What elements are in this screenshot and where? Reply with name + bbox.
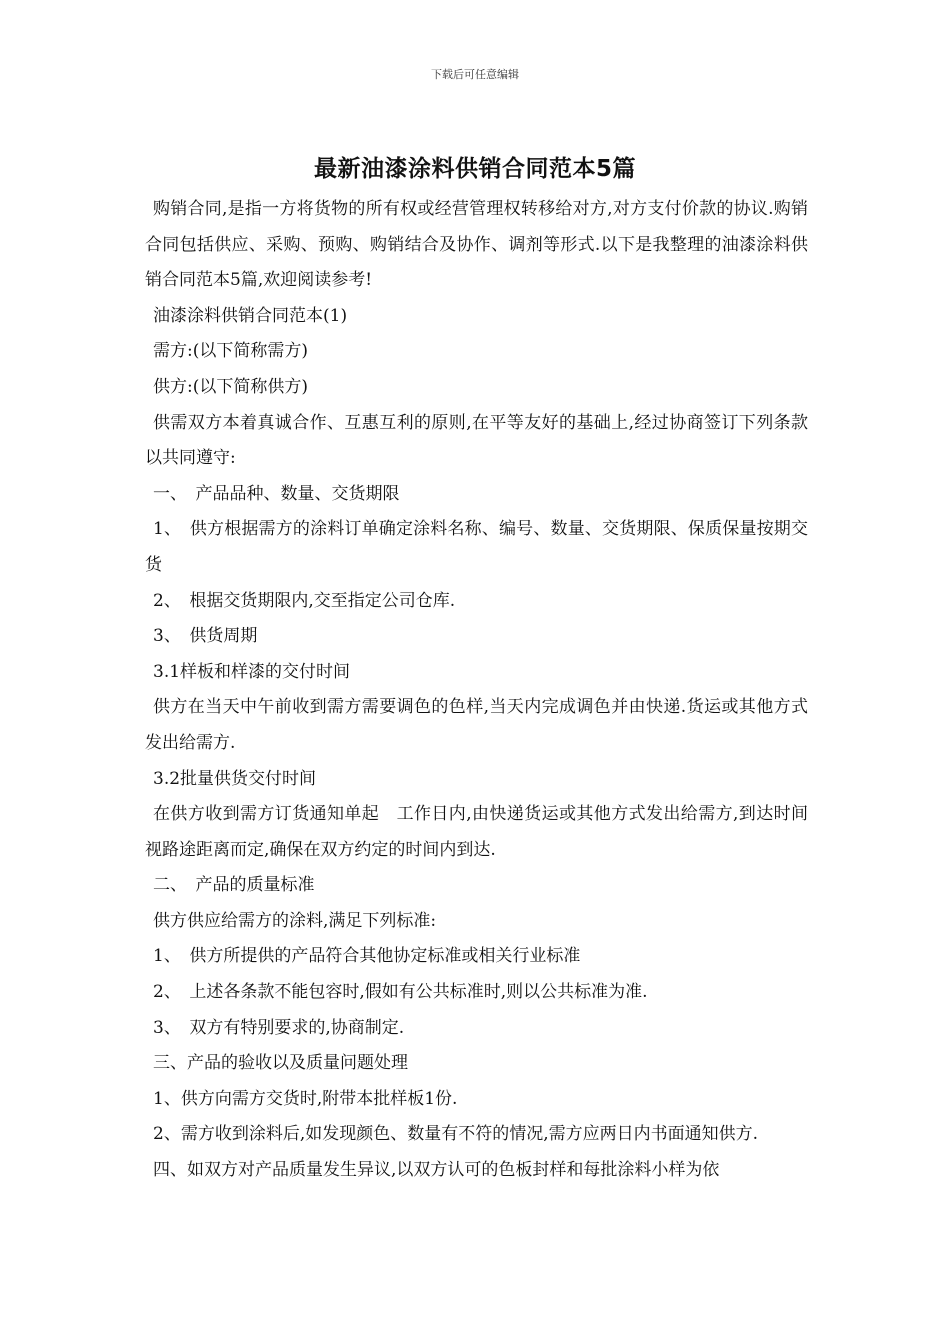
- paragraph: 1、 供方根据需方的涂料订单确定涂料名称、编号、数量、交货期限、保质保量按期交货: [145, 519, 808, 575]
- paragraph: 需方:(以下简称需方): [153, 341, 308, 362]
- paragraph: 油漆涂料供销合同范本(1): [153, 305, 348, 326]
- paragraph: 3、 双方有特别要求的,协商制定.: [153, 1017, 405, 1038]
- paragraph: 2、 上述各条款不能包容时,假如有公共标准时,则以公共标准为准.: [153, 982, 648, 1003]
- paragraph: 供方在当天中午前收到需方需要调色的色样,当天内完成调色并由快递.货运或其他方式发出给需方.: [145, 697, 808, 753]
- document-body: [145, 192, 808, 1189]
- paragraph: 供需双方本着真诚合作、互惠互利的原则,在平等友好的基础上,经过协商签订下列条款以共同遵守:: [145, 412, 808, 469]
- paragraph: 3、 供货周期: [153, 626, 258, 647]
- paragraph: 三、产品的验收以及质量问题处理: [153, 1053, 408, 1074]
- paragraph: 二、 产品的质量标准: [153, 875, 315, 896]
- paragraph: 购销合同,是指一方将货物的所有权或经营管理权转移给对方,对方支付价款的协议.购销合同包括供应、采购、预购、购销结合及协作、调剂等形式.以下是我整理的油漆涂料供销合同范本5篇,欢迎阅读参考!: [145, 199, 808, 291]
- paragraph: 供方供应给需方的涂料,满足下列标准:: [153, 910, 437, 931]
- paragraph: 在供方收到需方订货通知单起 工作日内,由快递货运或其他方式发出给需方,到达时间视路途距离而定,确保在双方约定的时间内到达.: [145, 804, 808, 860]
- paragraph: 2、需方收到涂料后,如发现颜色、数量有不符的情况,需方应两日内书面通知供方.: [153, 1124, 759, 1145]
- header-note: 下载后可任意编辑: [431, 68, 519, 81]
- paragraph: 1、 供方所提供的产品符合其他协定标准或相关行业标准: [153, 946, 581, 967]
- document-title: 最新油漆涂料供销合同范本5篇: [313, 156, 636, 182]
- paragraph: 四、如双方对产品质量发生异议,以双方认可的色板封样和每批涂料小样为依: [153, 1160, 720, 1181]
- paragraph: 2、 根据交货期限内,交至指定公司仓库.: [153, 590, 456, 611]
- paragraph: 一、 产品品种、数量、交货期限: [153, 483, 400, 504]
- paragraph: 3.2批量供货交付时间: [153, 768, 317, 789]
- paragraph: 1、供方向需方交货时,附带本批样板1份.: [153, 1088, 458, 1109]
- paragraph: 供方:(以下简称供方): [153, 376, 308, 397]
- paragraph: 3.1样板和样漆的交付时间: [153, 661, 351, 682]
